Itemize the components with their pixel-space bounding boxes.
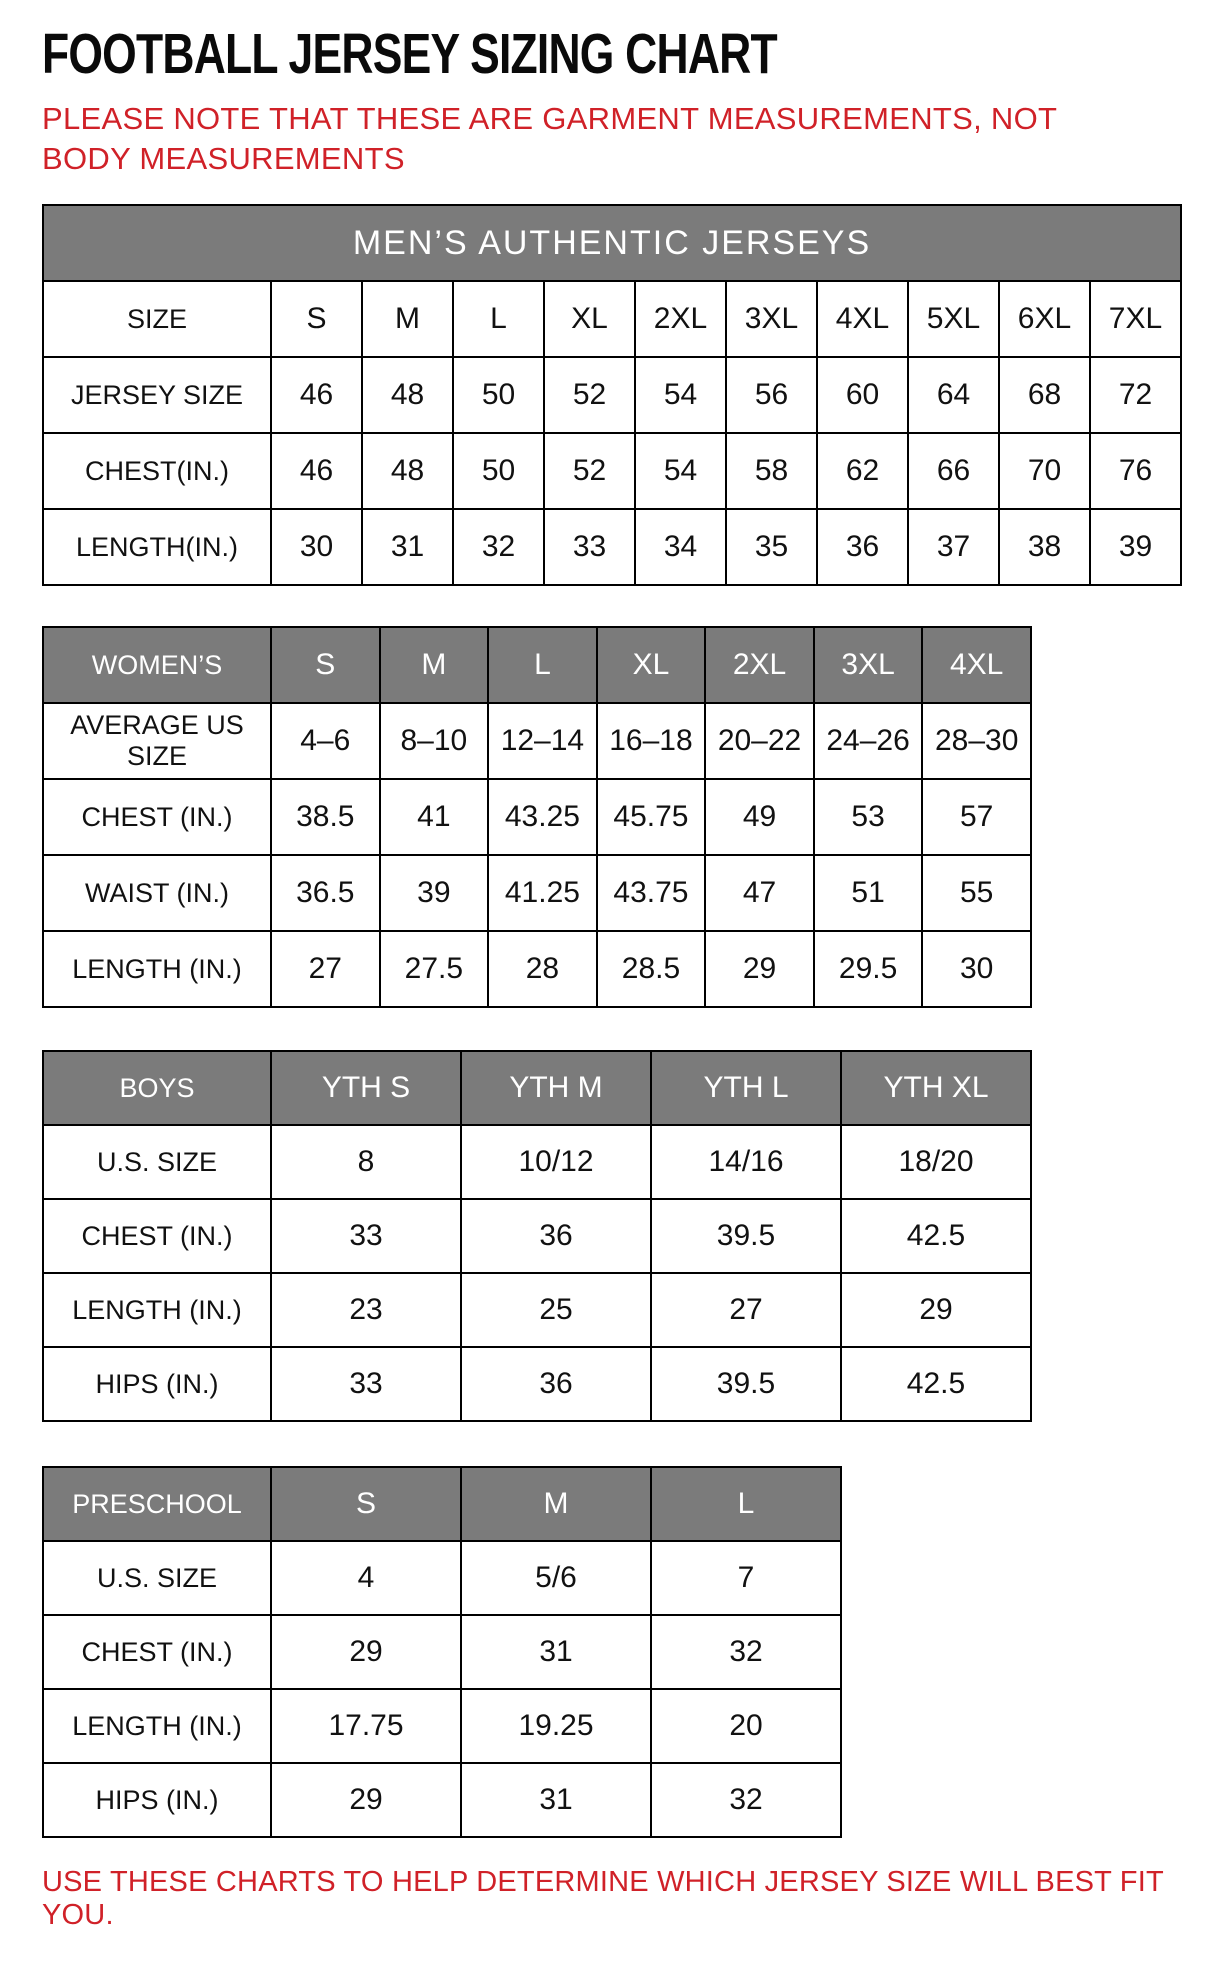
table-row: [43, 1763, 841, 1837]
table-row: [43, 1689, 841, 1763]
row-label: JERSEY SIZE: [43, 357, 271, 433]
mens-authentic-jerseys-table: [42, 204, 1182, 586]
cell: 52: [544, 433, 635, 509]
table-row: [43, 1615, 841, 1689]
header-cell: YTH M: [461, 1051, 651, 1125]
cell: 2XL: [635, 281, 726, 357]
row-label: SIZE: [43, 281, 271, 357]
cell: XL: [544, 281, 635, 357]
cell: 50: [453, 433, 544, 509]
cell: 4XL: [817, 281, 908, 357]
cell: 48: [362, 433, 453, 509]
header-cell: YTH XL: [841, 1051, 1031, 1125]
table-header-label: BOYS: [43, 1051, 271, 1125]
cell: 36: [461, 1347, 651, 1421]
cell: 29: [705, 931, 814, 1007]
cell: 53: [814, 779, 923, 855]
table-row: [43, 1125, 1031, 1199]
cell: 32: [453, 509, 544, 585]
cell: 48: [362, 357, 453, 433]
cell: 36: [461, 1199, 651, 1273]
cell: 14/16: [651, 1125, 841, 1199]
row-label: HIPS (IN.): [43, 1763, 271, 1837]
header-cell: L: [488, 627, 597, 703]
row-label: LENGTH(IN.): [43, 509, 271, 585]
cell: 42.5: [841, 1199, 1031, 1273]
cell: 32: [651, 1763, 841, 1837]
cell: 39: [1090, 509, 1181, 585]
cell: 46: [271, 433, 362, 509]
cell: 38: [999, 509, 1090, 585]
boys-table: [42, 1050, 1032, 1422]
page-title: [42, 22, 1182, 86]
cell: 52: [544, 357, 635, 433]
cell: 4–6: [271, 703, 380, 779]
header-cell: 2XL: [705, 627, 814, 703]
row-label: CHEST (IN.): [43, 779, 271, 855]
header-cell: 4XL: [922, 627, 1031, 703]
table-header-row: [43, 1467, 841, 1541]
cell: 45.75: [597, 779, 706, 855]
cell: 18/20: [841, 1125, 1031, 1199]
cell: 57: [922, 779, 1031, 855]
cell: 17.75: [271, 1689, 461, 1763]
cell: 36: [817, 509, 908, 585]
preschool-table: [42, 1466, 842, 1838]
cell: 30: [271, 509, 362, 585]
cell: 33: [544, 509, 635, 585]
cell: 19.25: [461, 1689, 651, 1763]
row-label: LENGTH (IN.): [43, 931, 271, 1007]
cell: L: [453, 281, 544, 357]
cell: 33: [271, 1199, 461, 1273]
cell: 49: [705, 779, 814, 855]
cell: 68: [999, 357, 1090, 433]
cell: 34: [635, 509, 726, 585]
row-label: CHEST (IN.): [43, 1615, 271, 1689]
cell: 3XL: [726, 281, 817, 357]
cell: 27: [271, 931, 380, 1007]
cell: 6XL: [999, 281, 1090, 357]
cell: 29: [271, 1615, 461, 1689]
cell: 25: [461, 1273, 651, 1347]
header-cell: 3XL: [814, 627, 923, 703]
cell: 7: [651, 1541, 841, 1615]
header-cell: YTH S: [271, 1051, 461, 1125]
cell: 20: [651, 1689, 841, 1763]
table-row: [43, 433, 1181, 509]
cell: 43.25: [488, 779, 597, 855]
cell: 31: [461, 1615, 651, 1689]
cell: 43.75: [597, 855, 706, 931]
mens-table-title: MEN’S AUTHENTIC JERSEYS: [43, 205, 1181, 281]
header-cell: M: [380, 627, 489, 703]
table-header-label: WOMEN’S: [43, 627, 271, 703]
cell: 54: [635, 433, 726, 509]
cell: 70: [999, 433, 1090, 509]
cell: 46: [271, 357, 362, 433]
cell: 8: [271, 1125, 461, 1199]
table-row: [43, 855, 1031, 931]
cell: 35: [726, 509, 817, 585]
cell: 55: [922, 855, 1031, 931]
row-label: WAIST (IN.): [43, 855, 271, 931]
table-row: [43, 1541, 841, 1615]
cell: 28–30: [922, 703, 1031, 779]
table-header-row: [43, 1051, 1031, 1125]
cell: 36.5: [271, 855, 380, 931]
row-label: HIPS (IN.): [43, 1347, 271, 1421]
cell: 50: [453, 357, 544, 433]
womens-table: [42, 626, 1032, 1008]
cell: 5/6: [461, 1541, 651, 1615]
cell: 16–18: [597, 703, 706, 779]
table-row: [43, 281, 1181, 357]
cell: 20–22: [705, 703, 814, 779]
garment-measurement-note: PLEASE NOTE THAT THESE ARE GARMENT MEASUREMENTS, NOT BODY MEASUREMENTS: [42, 101, 1057, 176]
row-label: CHEST (IN.): [43, 1199, 271, 1273]
table-row: [43, 931, 1031, 1007]
cell: 60: [817, 357, 908, 433]
cell: 62: [817, 433, 908, 509]
cell: 47: [705, 855, 814, 931]
table-header-row: [43, 627, 1031, 703]
cell: 5XL: [908, 281, 999, 357]
cell: 8–10: [380, 703, 489, 779]
row-label: U.S. SIZE: [43, 1125, 271, 1199]
cell: 28.5: [597, 931, 706, 1007]
table-title-row: [43, 205, 1181, 281]
cell: 58: [726, 433, 817, 509]
cell: 41: [380, 779, 489, 855]
cell: 38.5: [271, 779, 380, 855]
header-cell: S: [271, 627, 380, 703]
cell: 12–14: [488, 703, 597, 779]
header-cell: YTH L: [651, 1051, 841, 1125]
table-row: [43, 779, 1031, 855]
cell: 4: [271, 1541, 461, 1615]
cell: M: [362, 281, 453, 357]
cell: 29: [841, 1273, 1031, 1347]
header-cell: S: [271, 1467, 461, 1541]
cell: 33: [271, 1347, 461, 1421]
cell: S: [271, 281, 362, 357]
cell: 41.25: [488, 855, 597, 931]
cell: 76: [1090, 433, 1181, 509]
header-cell: XL: [597, 627, 706, 703]
cell: 29: [271, 1763, 461, 1837]
cell: 7XL: [1090, 281, 1181, 357]
cell: 27: [651, 1273, 841, 1347]
cell: 10/12: [461, 1125, 651, 1199]
row-label: CHEST(IN.): [43, 433, 271, 509]
cell: 30: [922, 931, 1031, 1007]
cell: 28: [488, 931, 597, 1007]
fit-advice-note: USE THESE CHARTS TO HELP DETERMINE WHICH JERSEY SIZE WILL BEST FIT YOU.: [42, 1866, 1164, 1932]
cell: 31: [461, 1763, 651, 1837]
table-row: [43, 1199, 1031, 1273]
cell: 56: [726, 357, 817, 433]
row-label: LENGTH (IN.): [43, 1273, 271, 1347]
cell: 42.5: [841, 1347, 1031, 1421]
table-row: [43, 1347, 1031, 1421]
cell: 24–26: [814, 703, 923, 779]
table-row: [43, 703, 1031, 779]
cell: 72: [1090, 357, 1181, 433]
row-label: AVERAGE US SIZE: [43, 703, 271, 779]
page-title-text: FOOTBALL JERSEY SIZING CHART: [42, 22, 777, 86]
cell: 31: [362, 509, 453, 585]
cell: 39: [380, 855, 489, 931]
cell: 29.5: [814, 931, 923, 1007]
cell: 64: [908, 357, 999, 433]
cell: 37: [908, 509, 999, 585]
cell: 39.5: [651, 1199, 841, 1273]
row-label: U.S. SIZE: [43, 1541, 271, 1615]
header-cell: M: [461, 1467, 651, 1541]
row-label: LENGTH (IN.): [43, 1689, 271, 1763]
cell: 39.5: [651, 1347, 841, 1421]
table-header-label: PRESCHOOL: [43, 1467, 271, 1541]
header-cell: L: [651, 1467, 841, 1541]
cell: 32: [651, 1615, 841, 1689]
table-row: [43, 1273, 1031, 1347]
table-row: [43, 509, 1181, 585]
cell: 54: [635, 357, 726, 433]
cell: 27.5: [380, 931, 489, 1007]
table-row: [43, 357, 1181, 433]
cell: 23: [271, 1273, 461, 1347]
cell: 51: [814, 855, 923, 931]
cell: 66: [908, 433, 999, 509]
